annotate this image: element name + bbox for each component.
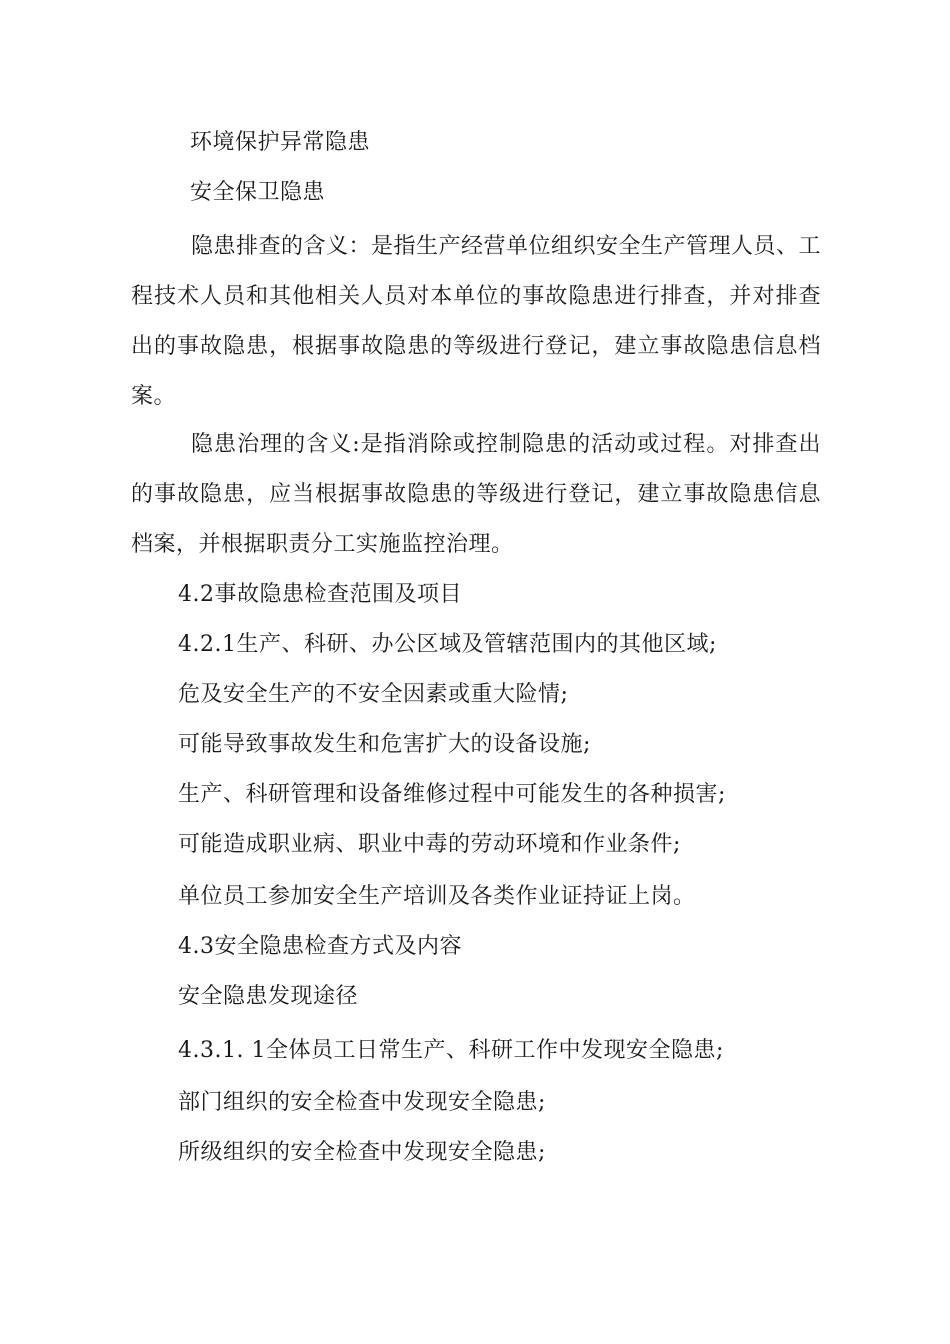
list-item: 生产、科研管理和设备维修过程中可能发生的各种损害; <box>178 782 726 807</box>
heading-4-3: 4.3安全隐患检查方式及内容 <box>178 934 462 959</box>
list-item: 危及安全生产的不安全因素或重大险情; <box>178 682 569 707</box>
list-item: 可能导致事故发生和危害扩大的设备设施; <box>178 732 591 757</box>
heading-4-2: 4.2事故隐患检查范围及项目 <box>178 582 462 607</box>
list-item: 单位员工参加安全生产培训及各类作业证持证上岗。 <box>178 884 696 909</box>
paragraph-hazard-treatment-definition: 隐患治理的含义:是指消除或控制隐患的活动或过程。对排查出的事故隐患，应当根据事故隐患的等级进行登记，建立事故隐患信息档案，并根据职责分工实施监控治理。 <box>131 432 821 557</box>
item-4-3-1-1: 4.3.1. 1全体员工日常生产、科研工作中发现安全隐患; <box>178 1038 724 1063</box>
paragraph-hazard-inspection-definition: 隐患排查的含义：是指生产经营单位组织安全生产管理人员、工程技术人员和其他相关人员对本单位的事故隐患进行排查，并对排查出的事故隐患，根据事故隐患的等级进行登记，建立事故隐患信息档案。 <box>131 234 822 409</box>
subheading-discovery-channels: 安全隐患发现途径 <box>178 984 359 1009</box>
list-item: 部门组织的安全检查中发现安全隐患; <box>178 1090 546 1115</box>
line-security-hazard: 安全保卫隐患 <box>190 180 326 205</box>
list-item: 可能造成职业病、职业中毒的劳动环境和作业条件; <box>178 832 681 857</box>
line-environment-hazard: 环境保护异常隐患 <box>190 130 371 155</box>
item-4-2-1: 4.2.1生产、科研、办公区域及管辖范围内的其他区域; <box>178 632 717 657</box>
list-item: 所级组织的安全检查中发现安全隐患; <box>178 1140 546 1165</box>
